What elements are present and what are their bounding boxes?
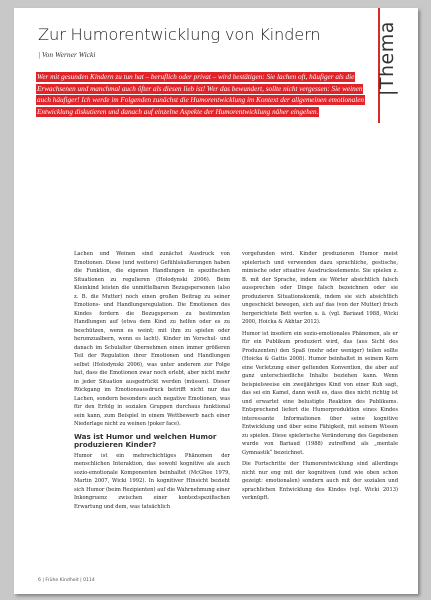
body-paragraph: Humor ist insofern ein sozio-emotionales Phänomen, als er für ein Publikum produziert wird, das (aus Sicht des Produzenten) den Spaß (mehr oder weniger) teilen sollte (Hoicka & Gattis 2008). Humor beinhaltet in seinem Kern eine Verletzung einer geltenden Konvention, die aber auf ganz unterschiedliche Inhalte beziehen kann. Wenn beispielsweise ein zweijähriges Kind von einer Kuh sagt, das sei ein Kamel, dann weiß es, dass dies nicht richtig ist und erwartet eine belustigte Reaktion des Publikums. Entsprechend liefert die Humorproduktion eines Kindes interessante Informationen über seine kognitive Entwicklung und über seine Fähigkeit, mit seinem Wissen zu spielen. Diese spielerische Veränderung des Gegebenen wurde von Bariaud (1988) zutreffend als „mentale Gymnastik“ bezeichnet.	[242, 330, 398, 456]
article-title: Zur Humorentwicklung von Kindern	[38, 25, 321, 44]
article-byline: | Von Werner Wicki	[38, 50, 96, 59]
body-paragraph: vorgefunden wird. Kinder produzieren Humor meist spielerisch und verwenden dazu sprachliche, gestische, mimische oder situative Ausdruckselemente. Sie spielen z. B. mit der Sprache, indem sie Wörter absichtlich falsch aussprechen oder Dinge falsch bezeichnen oder sie produzieren Situationskomik, indem sie sich absichtlich ungeschickt bewegen, sich auf das (von der Mutter) frisch hergerichtete Bett werfen u. ä. (vgl. Bariaud 1988, Wicki 2000, Hoicka & Akhtar 2012).	[242, 251, 398, 325]
magazine-page	[14, 8, 418, 594]
text-column-right	[242, 250, 398, 506]
section-tab	[378, 8, 418, 123]
body-paragraph: Humor ist ein mehrschichtiges Phänomen der menschlichen Interaktion, das sowohl kognitive als auch sozio-emotionale Komponenten beinhaltet (McGhee 1979, Martin 2007, Wicki 1992). In kognitiver Hinsicht bezieht sich Humor (beim Rezipienten) auf die Wahrnehmung einer Inkongruenz zwischen einer kontextspezifischen Erwartung und dem, was tatsächlich	[74, 452, 230, 510]
subheading: Was ist Humor und welchen Humor produzieren Kinder?	[74, 431, 217, 450]
body-paragraph: Lachen und Weinen sind zunächst Ausdruck von Emotionen. Diese (und weitere) Gefühlsäußerungen haben die Funktion, die eigenen Handlungen in spezifischen Situationen zu regulieren (Holodynski 2006). Beim Kleinkind leisten die unmittelbaren Bezugspersonen (also z. B. die Mutter) noch einen großen Beitrag zu seiner Emotions- und Handlungsregulation. Die Emotionen des Kindes fordern die Bezugsperson zu bestimmten Handlungen auf (etwa dem Kind zu helfen oder es zu beschützen, wenn es weint; mit ihm zu spielen oder herumzualbern, wenn es lacht). Kinder im Vorschul- und danach im Schulalter übernehmen einen immer größeren Teil der Regulation ihrer Emotionen und Handlungen selbst (Holodynski 2006), was unter anderem zur Folge hat, dass die Emotionen zwar noch erlebt, aber nicht mehr in jeder Situation ausgedrückt werden (müssen). Dieser Rückgang im Emotionsausdruck betrifft nicht nur das Lachen, sondern besonders auch negative Emotionen, was für den Erfolg in sozialen Gruppen durchaus funktional sein kann, zum Beispiel in einem Wettbewerb nach einer Niederlage nicht zu weinen (poker face).	[74, 251, 230, 427]
article-intro	[36, 72, 366, 118]
intro-highlight: Wer mit gesunden Kindern zu tun hat – beruflich oder privat – wird bestätigen: Sie lachen oft, häufiger als die Erwachsenen und manchmal auch öfter als diesen lieb ist! Wer das bewundert, sollte nicht vergessen: Sie weinen auch häufiger! Ich werde im Folgenden zunächst die Humorentwicklung im Kontext der allgemeinen emotionalen Entwicklung diskutieren und danach auf einzelne Aspekte der Humorentwicklung näher eingehen.	[37, 73, 365, 116]
text-column-left	[74, 250, 230, 514]
section-label: |Thema	[376, 21, 398, 96]
body-paragraph: Die Fortschritte der Humorentwicklung sind allerdings nicht nur eng mit der kognitiven (und wie oben schon gezeigt: emotionalen) sondern auch mit der sozialen und sprachlichen Entwicklung des Kindes (vgl. Wicki 2013) verknüpft.	[242, 461, 398, 501]
page-footer: 6 | Frühe Kindheit | 0114	[38, 578, 95, 583]
